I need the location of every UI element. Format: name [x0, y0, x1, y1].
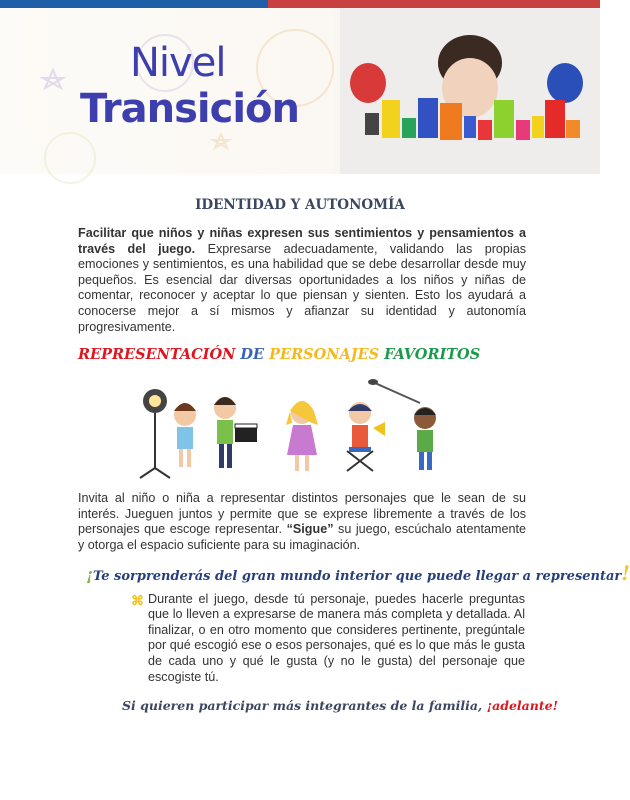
exclamation-close: ! — [621, 560, 630, 585]
kid-1 — [174, 403, 196, 467]
intro-paragraph — [78, 226, 526, 335]
activity-text-2: su juego, escúchalo atentamente y otorga el espacio suficiente para su imaginación. — [78, 522, 526, 552]
section-title-word-2: DE — [240, 346, 265, 364]
page-content — [0, 196, 630, 715]
kid-5 — [368, 379, 436, 470]
section-title-word-4: FAVORITOS — [384, 346, 481, 364]
kid-2 — [214, 397, 257, 468]
kids-acting-illustration — [135, 373, 475, 481]
exclamation-text: Te sorprenderás del gran mundo interior que puede llegar a representar — [93, 568, 622, 584]
top-color-bar — [0, 0, 600, 8]
section-title — [78, 345, 480, 365]
intro-body: Expresarse adecuadamente, validando las propias emociones y sentimientos, es una habilidad que se debe desarrollar desde muy pequeños. Es esencial dar diversas oportunidades a los niños y niñas de comentar, reconocer y aceptar lo que piensan y sienten. Esto los ayudará a conocerse mejor a sí mismos y afianzar su identidad y autonomía progresivamente. — [78, 241, 527, 334]
section-title-word-3: PERSONAJES — [269, 346, 380, 364]
activity-paragraph — [78, 491, 526, 553]
tip-paragraph: Durante el juego, desde tú personaje, puedes hacerle preguntas que lo lleven a expresarse de manera más completa y detallada. Al finalizar, o en otro momento que consideres pertinente, pregúntale por qué escogió ese o esos personajes, qué es lo que más le gusta de cada uno y qué le gusta (y no le gusta) del personaje que escogiste tú. — [148, 591, 525, 684]
intro-lead: Facilitar que niños y niñas expresen sus sentimientos y pensamientos a través del juego. — [78, 226, 526, 256]
exclamation-open: ¡ — [86, 564, 94, 584]
banner-title-nivel: Nivel — [130, 40, 226, 86]
closing-cta: ¡adelante! — [486, 698, 559, 714]
kid-3 — [286, 401, 318, 471]
activity-text-1: Invita al niño o niña a representar distintos personajes que le sean de su interés. Jueguen juntos y permite que se exprese libremente a través de los personajes que escoge representar. — [78, 491, 526, 537]
kid-4 — [347, 402, 385, 471]
exclamation-line — [86, 562, 630, 588]
child-painting-photo — [340, 8, 600, 174]
closing-line — [122, 697, 558, 715]
banner-title-transicion: Transición — [80, 86, 299, 132]
spotlight-icon — [140, 389, 170, 478]
section-title-word-1: REPRESENTACIÓN — [78, 346, 236, 364]
page-heading: IDENTIDAD Y AUTONOMÍA — [195, 197, 405, 213]
bullet-icon: ⌘ — [131, 592, 144, 608]
closing-text: Si quieren participar más integrantes de la familia, — [122, 698, 487, 714]
header-banner — [0, 8, 600, 174]
activity-emphasis: “Sigue” — [286, 522, 334, 537]
tip-block — [131, 591, 525, 686]
